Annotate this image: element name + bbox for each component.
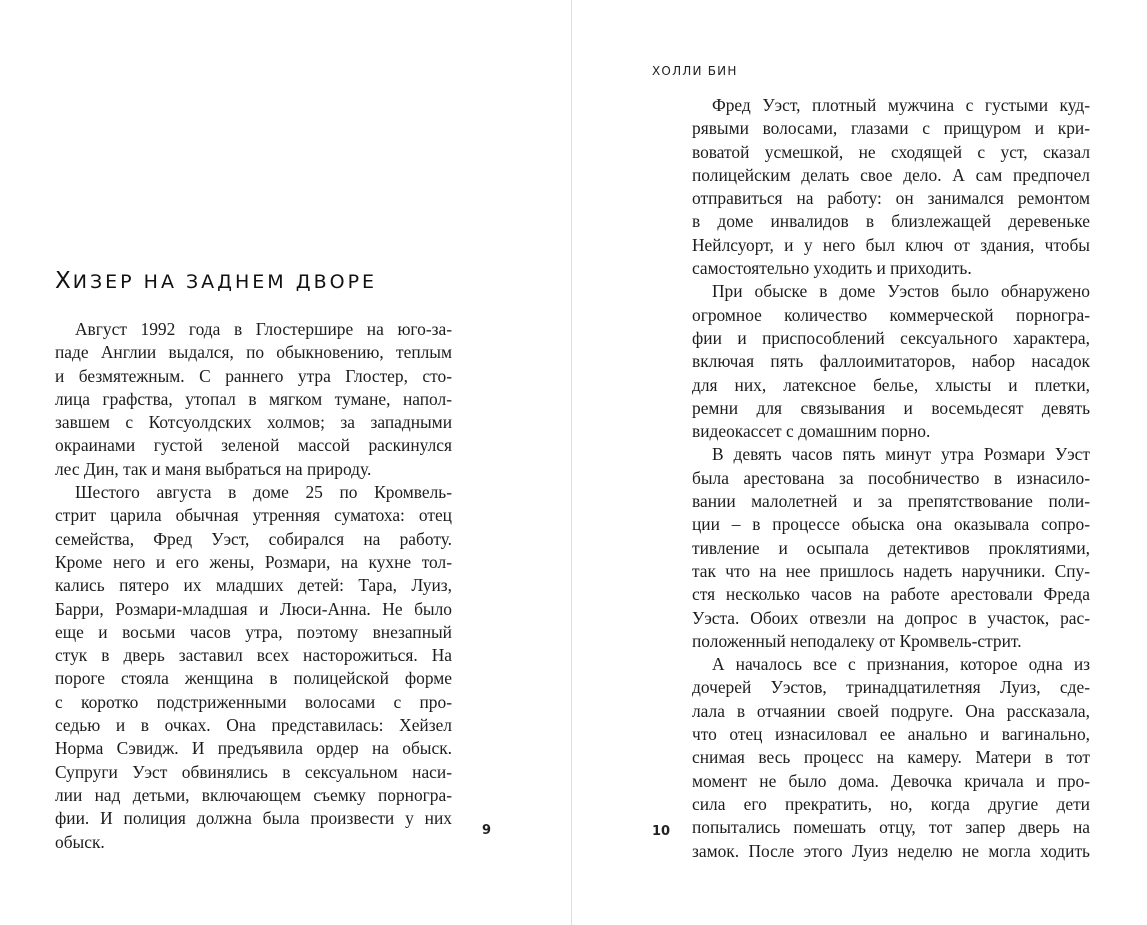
text-line: Фред Уэст, плотный мужчина с густыми куд-: [712, 95, 1090, 115]
text-line: Барри, Розмари-младшая и Люси-Анна. Не было: [55, 598, 452, 619]
text-line: лии над детьми, включающем съемку порногра-: [55, 784, 452, 805]
text-line: Норма Сэвидж. И предъявила ордер на обыск.: [55, 738, 452, 759]
text-line: в доме инвалидов в близлежащей деревеньке: [692, 211, 1090, 232]
text-line: седью и в очках. Она представилась: Хейзел: [55, 715, 452, 736]
text-line: и безмятежным. С раннего утра Глостер, сто-: [55, 365, 452, 386]
text-line: стрит царила обычная утренняя суматоха: отец: [55, 505, 452, 526]
text-line: была арестована за пособничество в изнасило-: [692, 467, 1090, 488]
text-line: семейства, Фред Уэст, собирался на работу.: [55, 528, 452, 549]
right-page-body-text: [692, 94, 1090, 863]
text-line: Супруги Уэст обвинялись в сексуальном наси-: [55, 761, 452, 782]
text-line: самостоятельно уходить и приходить.: [692, 258, 972, 279]
page-number-right: 10: [652, 824, 671, 839]
chapter-title-initial: Х: [55, 268, 73, 294]
text-line: попытались помешать отцу, тот запер дверь на: [692, 817, 1090, 838]
text-line: Шестого августа в доме 25 по Кромвель-: [75, 482, 452, 503]
text-line: кались пятеро их младших детей: Тара, Луиз,: [55, 575, 452, 596]
text-line: еще и восьми часов утра, поэтому внезапный: [55, 621, 452, 642]
running-head-author: ХОЛЛИ БИН: [652, 64, 738, 78]
text-line: вании малолетней и за препятствование поли-: [692, 491, 1090, 512]
text-line: фии. И полиция должна была произвести у них: [55, 808, 452, 829]
text-line: лица графства, утопал в мягком тумане, напол-: [55, 388, 452, 409]
text-line: паде Англии выдался, по обыкновению, теплым: [55, 342, 452, 363]
chapter-title: [55, 268, 377, 294]
text-line: стук в дверь заставил всех насторожиться. На: [55, 645, 452, 666]
left-page-body-text: [55, 318, 452, 854]
text-line: тивление и осыпала детективов проклятиями,: [692, 537, 1090, 558]
text-line: завшем с Котсуолдских холмов; за западными: [55, 412, 452, 433]
text-line: видеокассет с домашним порно.: [692, 421, 931, 442]
text-line: А началось все с признания, которое одна из: [712, 654, 1090, 675]
chapter-title-rest: ИЗЕР НА ЗАДНЕМ ДВОРЕ: [72, 271, 378, 293]
text-line: При обыске в доме Уэстов было обнаружено: [712, 281, 1090, 302]
text-line: Кроме него и его жены, Розмари, на кухне тол-: [55, 551, 452, 572]
text-line: момент не было дома. Девочка кричала и про-: [692, 770, 1090, 791]
text-line: сила его прекратить, но, когда другие дети: [692, 793, 1090, 814]
text-line: рявыми волосами, глазами с прищуром и кри-: [692, 118, 1090, 139]
text-line: огромное количество коммерческой порногра-: [692, 304, 1090, 325]
text-line: что отец изнасиловал ее анально и вагинально,: [692, 724, 1090, 745]
text-line: полицейским делать свое дело. А сам предпочел: [692, 164, 1090, 185]
text-line: В девять часов пять минут утра Розмари Уэст: [712, 444, 1090, 465]
text-line: так что на нее пришлось надеть наручники. Спу-: [692, 560, 1090, 581]
text-line: дочерей Уэстов, тринадцатилетняя Луиз, сде-: [692, 677, 1090, 698]
text-line: для них, латексное белье, хлысты и плетки,: [692, 374, 1090, 395]
text-line: лес Дин, так и маня выбраться на природу.: [55, 458, 372, 479]
text-line: ции – в процессе обыска она оказывала сопро-: [692, 514, 1090, 535]
text-line: ремни для связывания и восемьдесят девять: [692, 397, 1090, 418]
page-number-left: 9: [482, 823, 492, 838]
text-line: пороге стояла женщина в полицейской форме: [55, 668, 452, 689]
text-line: положенный неподалеку от Кромвель-стрит.: [692, 630, 1022, 651]
text-line: Уэста. Обоих отвезли на допрос в участок, рас-: [692, 607, 1090, 628]
left-page: [0, 0, 571, 925]
text-line: лала в отчаянии своей подруге. Она рассказала,: [692, 700, 1090, 721]
text-line: снимая весь процесс на камеру. Матери в тот: [692, 747, 1090, 768]
text-line: Август 1992 года в Глостершире на юго-за-: [75, 319, 452, 339]
right-page: [572, 0, 1147, 925]
text-line: стя несколько часов на работе арестовали Фреда: [692, 584, 1090, 605]
text-line: включая пять фаллоимитаторов, набор насадок: [692, 351, 1090, 372]
text-line: обыск.: [55, 831, 105, 852]
text-line: фии и приспособлений сексуального характера,: [692, 327, 1090, 348]
text-line: воватой усмешкой, не сходящей с уст, сказал: [692, 141, 1090, 162]
text-line: замок. После этого Луиз неделю не могла ходить: [692, 840, 1090, 861]
text-line: окраинами густой зеленой массой раскинулся: [55, 435, 452, 456]
text-line: с коротко подстриженными волосами с про-: [55, 691, 452, 712]
text-line: отправиться на работу: он занимался ремонтом: [692, 188, 1090, 209]
text-line: Нейлсуорт, и у него был ключ от здания, чтобы: [692, 234, 1090, 255]
